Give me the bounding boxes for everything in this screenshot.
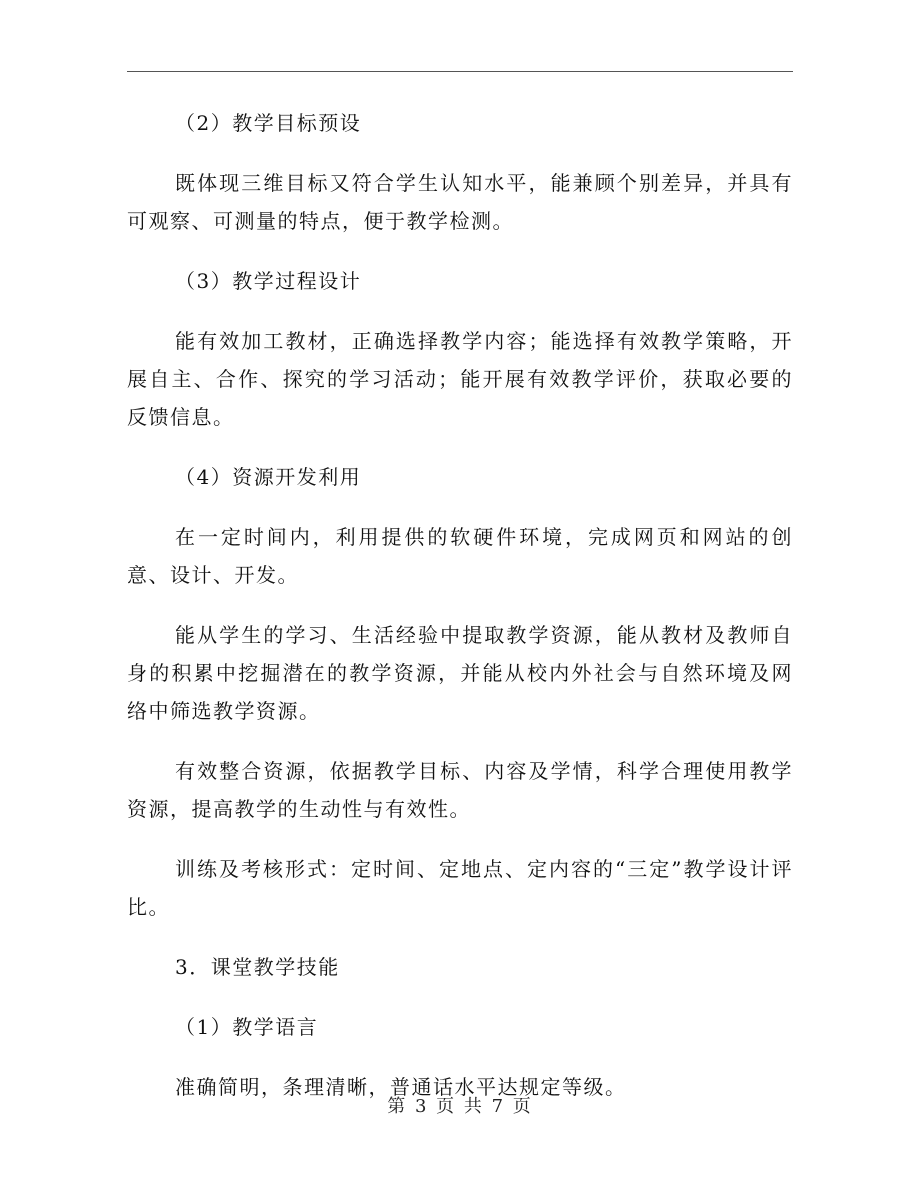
page-number: 第 3 页 共 7 页: [387, 1096, 533, 1117]
paragraph-objectives: 既体现三维目标又符合学生认知水平，能兼顾个别差异，并具有可观察、可测量的特点，便于教学检测。: [127, 171, 793, 233]
section-heading-teaching-language: （1）教学语言: [175, 1015, 319, 1039]
section-heading-teaching-process: （3）教学过程设计: [175, 269, 362, 293]
document-body: [127, 104, 793, 1128]
section-heading-classroom-skills: 3．课堂教学技能: [175, 955, 340, 979]
section-heading-resource-development: （4）资源开发利用: [175, 465, 362, 489]
paragraph-resources-integration: 有效整合资源，依据教学目标、内容及学情，科学合理使用教学资源，提高教学的生动性与有效性。: [127, 759, 793, 821]
section-heading-teaching-objectives: （2）教学目标预设: [175, 111, 362, 135]
paragraph-resources-extraction: 能从学生的学习、生活经验中提取教学资源，能从教材及教师自身的积累中挖掘潜在的教学资源，并能从校内外社会与自然环境及网络中筛选教学资源。: [127, 623, 793, 723]
header-rule: [127, 71, 793, 72]
paragraph-resources-web: 在一定时间内，利用提供的软硬件环境，完成网页和网站的创意、设计、开发。: [127, 525, 793, 587]
paragraph-process: 能有效加工教材，正确选择教学内容；能选择有效教学策略，开展自主、合作、探究的学习活动；能开展有效教学评价，获取必要的反馈信息。: [127, 329, 793, 429]
paragraph-language: 准确简明，条理清晰，普通话水平达规定等级。: [175, 1075, 627, 1099]
paragraph-training-format: 训练及考核形式：定时间、定地点、定内容的“三定”教学设计评比。: [127, 857, 793, 919]
